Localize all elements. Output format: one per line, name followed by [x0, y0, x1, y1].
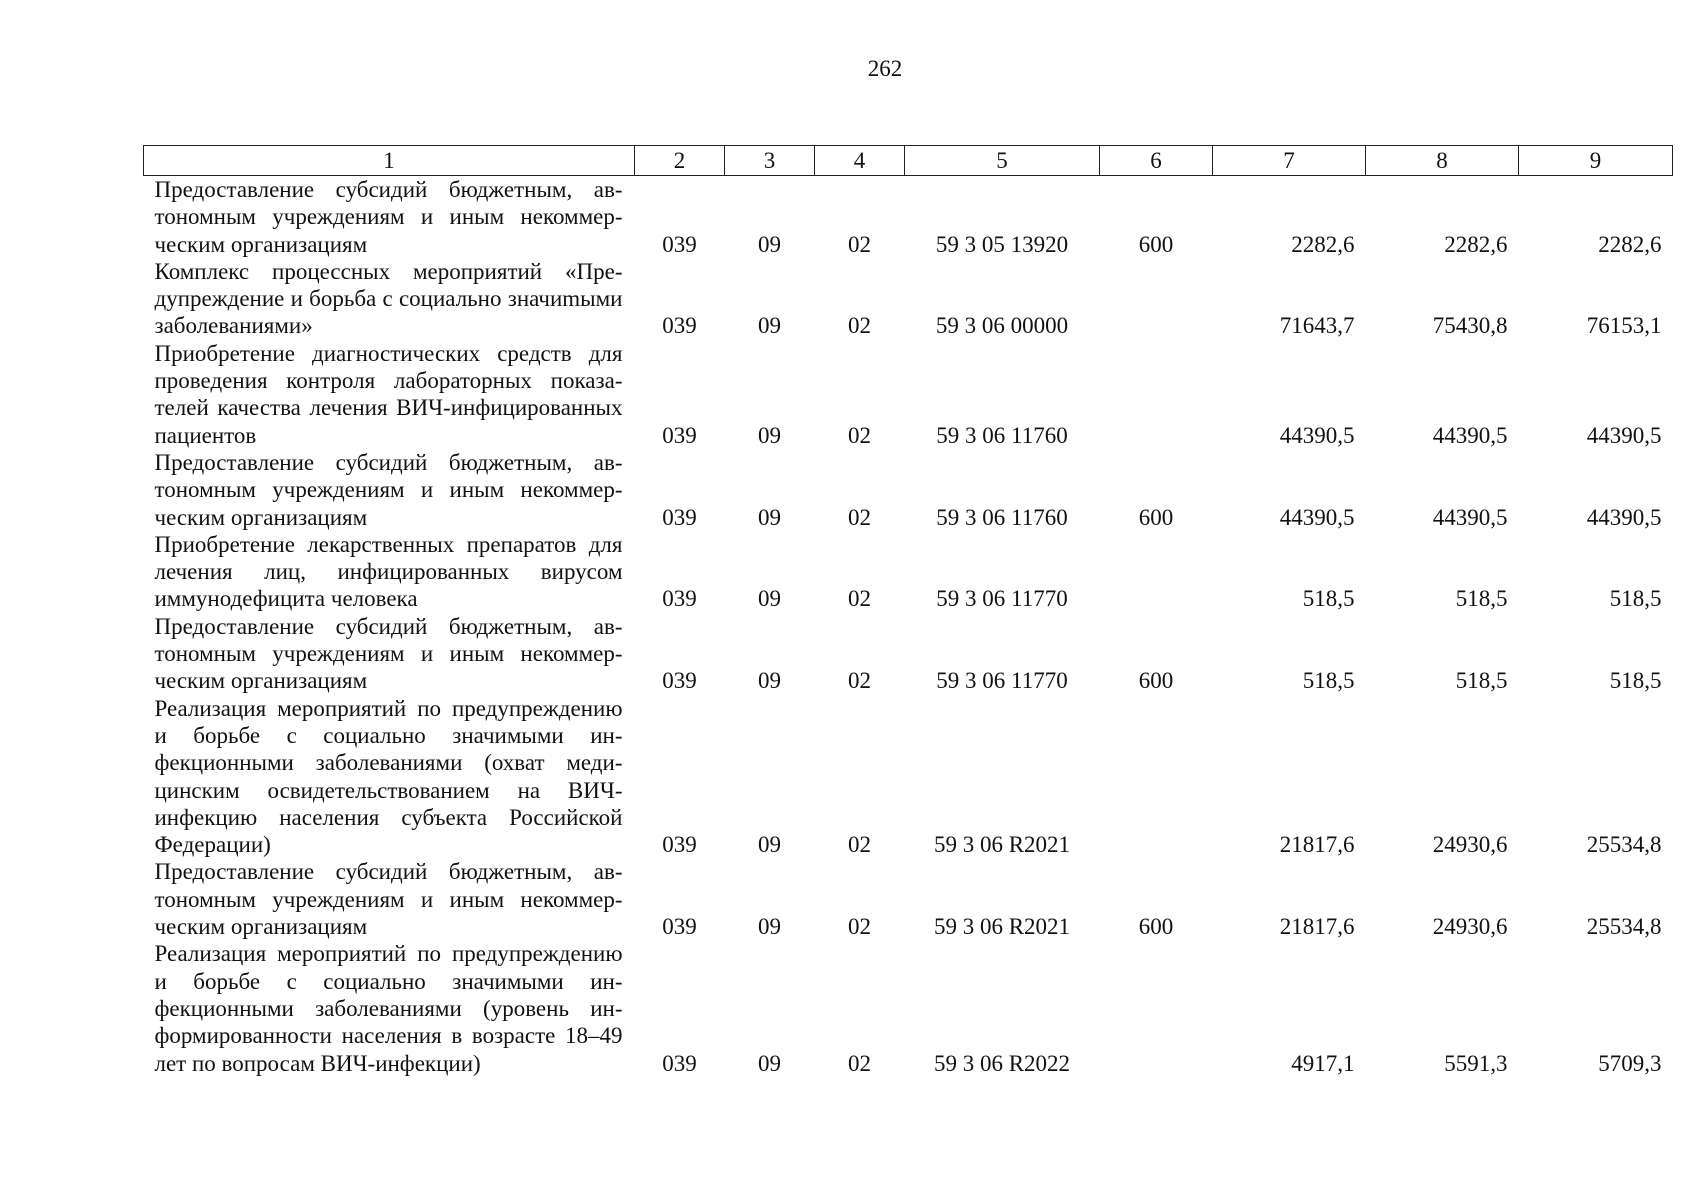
subsection-code: 02 — [848, 668, 871, 694]
ministry-code: 039 — [662, 1050, 697, 1076]
expense-type-code: 600 — [1138, 504, 1174, 530]
ministry-code: 039 — [662, 914, 697, 940]
column-header-2: 2 — [635, 146, 725, 176]
expense-type-code — [1100, 340, 1213, 449]
amount-col-9: 44390,5 — [1586, 422, 1662, 448]
amount-col-8: 5591,3 — [1444, 1050, 1508, 1076]
expense-type-code: 600 — [1138, 914, 1174, 940]
row-name: Приобретение диагностических средств для проведения контроля лабораторных показателей качества лечения ВИЧ-инфицированных пациентов — [154, 340, 623, 448]
target-article-code: 59 3 06 11760 — [936, 504, 1068, 530]
table-row — [144, 695, 1673, 859]
header-row — [144, 146, 1673, 176]
subsection-code: 02 — [848, 586, 871, 612]
amount-col-7: 44390,5 — [1279, 504, 1355, 530]
amount-col-9: 2282,6 — [1598, 231, 1662, 257]
section-code: 09 — [758, 231, 781, 257]
amount-col-7: 518,5 — [1302, 668, 1355, 694]
column-header-1: 1 — [144, 146, 635, 176]
ministry-code: 039 — [662, 313, 697, 339]
target-article-code: 59 3 06 R2022 — [933, 1050, 1071, 1076]
section-code: 09 — [758, 313, 781, 339]
table-row — [144, 449, 1673, 531]
section-code: 09 — [758, 504, 781, 530]
section-code: 09 — [758, 668, 781, 694]
subsection-code: 02 — [848, 231, 871, 257]
ministry-code: 039 — [662, 832, 697, 858]
table-row — [144, 340, 1673, 449]
amount-col-9: 518,5 — [1609, 668, 1662, 694]
row-name: Комплекс процессных мероприятий «Предупреждение и борьба с социально значиmыми заболеваниями» — [154, 258, 623, 339]
column-header-7: 7 — [1213, 146, 1366, 176]
column-header-5: 5 — [905, 146, 1100, 176]
amount-col-8: 44390,5 — [1432, 504, 1508, 530]
expense-type-code: 600 — [1138, 231, 1174, 257]
amount-col-9: 25534,8 — [1586, 914, 1662, 940]
column-header-6: 6 — [1100, 146, 1213, 176]
table-row — [144, 531, 1673, 613]
row-name: Реализация мероприятий по предупреждению и борьбе с социально значимыми инфекционными заболеваниями (уровень информированности населения в возрасте 18–49 лет по вопросам ВИЧ-инфекции) — [154, 941, 623, 1076]
amount-col-8: 75430,8 — [1432, 313, 1508, 339]
column-header-8: 8 — [1366, 146, 1519, 176]
section-code: 09 — [758, 914, 781, 940]
page-number: 262 — [867, 56, 903, 81]
column-header-9: 9 — [1519, 146, 1673, 176]
expense-type-code: 600 — [1138, 668, 1174, 694]
ministry-code: 039 — [662, 231, 697, 257]
table-row — [144, 258, 1673, 340]
expense-type-code — [1100, 695, 1213, 859]
target-article-code: 59 3 06 11770 — [936, 586, 1068, 612]
amount-col-9: 5709,3 — [1598, 1050, 1662, 1076]
subsection-code: 02 — [848, 422, 871, 448]
target-article-code: 59 3 06 11760 — [936, 422, 1068, 448]
section-code: 09 — [758, 422, 781, 448]
ministry-code: 039 — [662, 586, 697, 612]
section-code: 09 — [758, 832, 781, 858]
target-article-code: 59 3 06 R2021 — [933, 914, 1071, 940]
table-row — [144, 613, 1673, 695]
amount-col-8: 24930,6 — [1432, 832, 1508, 858]
amount-col-9: 44390,5 — [1586, 504, 1662, 530]
column-header-4: 4 — [815, 146, 905, 176]
row-name: Реализация мероприятий по предупреждению и борьбе с социально значимыми инфекционными заболеваниями (охват медицинским освидетельствованием на ВИЧ-инфекцию населения субъекта Российской Федерации) — [154, 695, 623, 858]
table-row — [144, 858, 1673, 940]
amount-col-9: 76153,1 — [1586, 313, 1662, 339]
target-article-code: 59 3 06 00000 — [935, 313, 1069, 339]
row-name: Предоставление субсидий бюджетным, автономным учреждениям и иным некоммерческим организациям — [154, 859, 623, 940]
ministry-code: 039 — [662, 504, 697, 530]
ministry-code: 039 — [662, 422, 697, 448]
table-row — [144, 176, 1673, 258]
amount-col-8: 518,5 — [1455, 668, 1508, 694]
row-name: Предоставление субсидий бюджетным, автономным учреждениям и иным некоммерческим организациям — [154, 177, 623, 257]
amount-col-7: 71643,7 — [1279, 313, 1355, 339]
section-code: 09 — [758, 586, 781, 612]
row-name: Предоставление субсидий бюджетным, автономным учреждениям и иным некоммерческим организациям — [154, 449, 623, 530]
amount-col-9: 518,5 — [1609, 586, 1662, 612]
table-row — [144, 940, 1673, 1076]
amount-col-7: 44390,5 — [1279, 422, 1355, 448]
row-name: Предоставление субсидий бюджетным, автономным учреждениям и иным некоммерческим организациям — [154, 613, 623, 694]
ministry-code: 039 — [662, 668, 697, 694]
subsection-code: 02 — [848, 504, 871, 530]
amount-col-8: 44390,5 — [1432, 422, 1508, 448]
amount-col-7: 21817,6 — [1279, 914, 1355, 940]
expense-type-code — [1100, 940, 1213, 1076]
amount-col-7: 21817,6 — [1279, 832, 1355, 858]
subsection-code: 02 — [848, 832, 871, 858]
amount-col-8: 24930,6 — [1432, 914, 1508, 940]
section-code: 09 — [758, 1050, 781, 1076]
subsection-code: 02 — [848, 914, 871, 940]
expense-type-code — [1100, 258, 1213, 340]
budget-table — [143, 145, 1673, 1077]
amount-col-9: 25534,8 — [1586, 832, 1662, 858]
amount-col-7: 518,5 — [1302, 586, 1355, 612]
column-header-3: 3 — [725, 146, 815, 176]
subsection-code: 02 — [848, 1050, 871, 1076]
target-article-code: 59 3 06 R2021 — [933, 832, 1071, 858]
amount-col-7: 4917,1 — [1291, 1050, 1355, 1076]
amount-col-8: 2282,6 — [1444, 231, 1508, 257]
row-name: Приобретение лекарственных препаратов для лечения лиц, инфицированных вирусом иммунодефицита человека — [154, 531, 623, 612]
amount-col-8: 518,5 — [1455, 586, 1508, 612]
subsection-code: 02 — [848, 313, 871, 339]
target-article-code: 59 3 05 13920 — [935, 231, 1069, 257]
amount-col-7: 2282,6 — [1291, 231, 1355, 257]
target-article-code: 59 3 06 11770 — [936, 668, 1068, 694]
expense-type-code — [1100, 531, 1213, 613]
